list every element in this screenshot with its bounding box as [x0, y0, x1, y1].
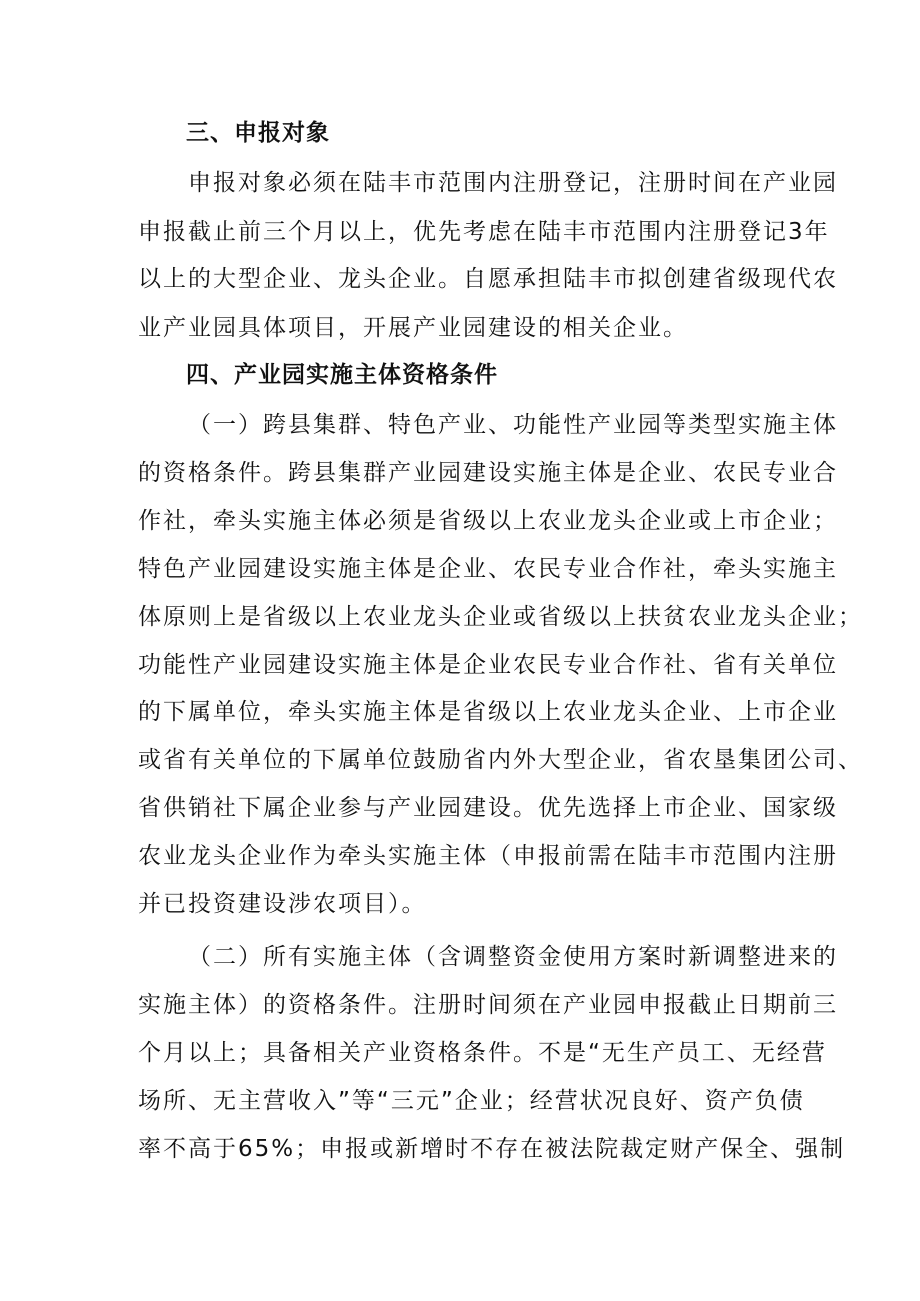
section-heading-3: 三、申报对象: [186, 120, 330, 146]
paragraph-line: 率不高于65%；申报或新增时不存在被法院裁定财产保全、强制: [138, 1136, 846, 1162]
paragraph-line: 并已投资建设涉农项目）。: [138, 891, 427, 917]
paragraph-line: 体原则上是省级以上农业龙头企业或省级以上扶贫农业龙头企业；: [138, 604, 863, 630]
section-heading-4: 四、产业园实施主体资格条件: [186, 362, 498, 388]
paragraph-line: 省供销社下属企业参与产业园建设。优先选择上市企业、国家级: [138, 795, 838, 821]
paragraph-line: 申报截止前三个月以上，优先考虑在陆丰市范围内注册登记3年: [138, 219, 830, 245]
paragraph-line: 申报对象必须在陆丰市范围内注册登记，注册时间在产业园: [188, 170, 838, 196]
paragraph-line: （一）跨县集群、特色产业、功能性产业园等类型实施主体: [188, 412, 838, 438]
paragraph-line: 以上的大型企业、龙头企业。自愿承担陆丰市拟创建省级现代农: [138, 266, 838, 292]
paragraph-line: 的下属单位，牵头实施主体是省级以上农业龙头企业、上市企业: [138, 699, 838, 725]
paragraph-line: （二）所有实施主体（含调整资金使用方案时新调整进来的: [188, 944, 838, 970]
paragraph-line: 个月以上；具备相关产业资格条件。不是“无生产员工、无经营: [138, 1040, 827, 1066]
paragraph-line: 实施主体）的资格条件。注册时间须在产业园申报截止日期前三: [138, 992, 838, 1018]
paragraph-line: 业产业园具体项目，开展产业园建设的相关企业。: [138, 315, 688, 341]
paragraph-line: 场所、无主营收入”等“三元”企业；经营状况良好、资产负债: [138, 1088, 805, 1114]
paragraph-line: 特色产业园建设实施主体是企业、农民专业合作社，牵头实施主: [138, 556, 838, 582]
paragraph-line: 作社，牵头实施主体必须是省级以上农业龙头企业或上市企业；: [138, 508, 838, 534]
paragraph-line: 的资格条件。跨县集群产业园建设实施主体是企业、农民专业合: [138, 460, 838, 486]
paragraph-line: 功能性产业园建设实施主体是企业农民专业合作社、省有关单位: [138, 652, 838, 678]
paragraph-line: 或省有关单位的下属单位鼓励省内外大型企业，省农垦集团公司、: [138, 747, 863, 773]
paragraph-line: 农业龙头企业作为牵头实施主体（申报前需在陆丰市范围内注册: [138, 843, 838, 869]
